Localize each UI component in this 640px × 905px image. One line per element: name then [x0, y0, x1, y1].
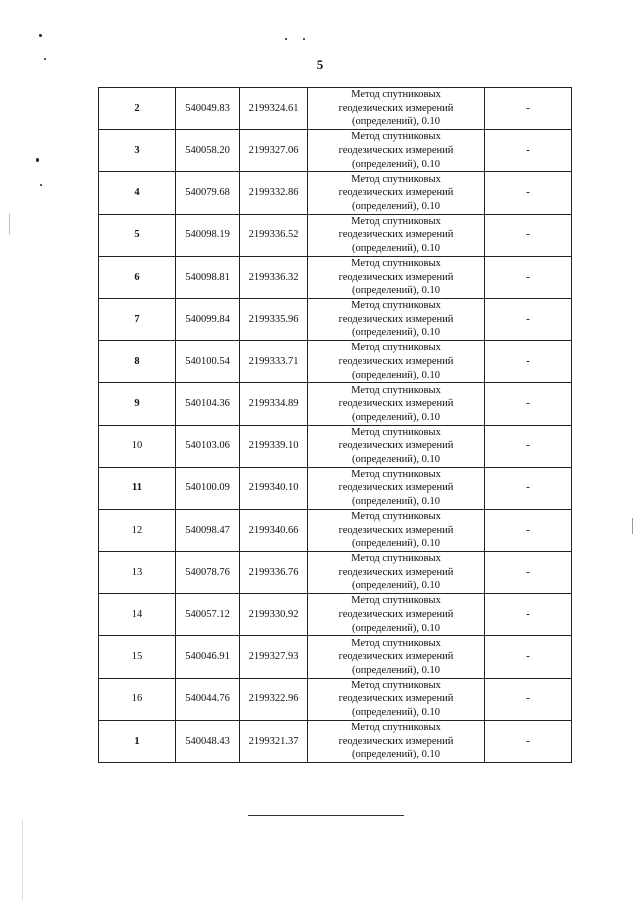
coordinate-x-cell: 540098.19 [176, 214, 240, 256]
method-line: геодезических измерений [338, 651, 454, 663]
method-line: Метод спутниковых [351, 426, 441, 438]
method-line: (определений), 0.10 [351, 664, 441, 676]
method-cell [308, 509, 485, 551]
table-row [99, 552, 572, 594]
point-number-cell: 12 [99, 509, 176, 551]
method-cell [308, 383, 485, 425]
coordinate-y-cell: 2199330.92 [240, 594, 308, 636]
coordinate-y-cell: 2199334.89 [240, 383, 308, 425]
table-row [99, 341, 572, 383]
method-cell [308, 256, 485, 298]
method-line: (определений), 0.10 [351, 622, 441, 634]
scan-edge-line [9, 214, 10, 234]
table-row [99, 636, 572, 678]
method-line: (определений), 0.10 [351, 496, 441, 508]
coordinate-y-cell: 2199336.52 [240, 214, 308, 256]
method-line: геодезических измерений [338, 229, 454, 241]
table-row [99, 467, 572, 509]
method-line: Метод спутниковых [351, 215, 441, 227]
method-cell [308, 298, 485, 340]
table-row [99, 594, 572, 636]
coordinate-x-cell: 540049.83 [176, 88, 240, 130]
description-cell: - [485, 509, 572, 551]
method-line: геодезических измерений [338, 355, 454, 367]
method-line: Метод спутниковых [351, 468, 441, 480]
coordinate-y-cell: 2199333.71 [240, 341, 308, 383]
coordinate-y-cell: 2199335.96 [240, 298, 308, 340]
method-line: геодезических измерений [338, 482, 454, 494]
method-line: Метод спутниковых [351, 89, 441, 101]
method-line: Метод спутниковых [351, 722, 441, 734]
coordinate-x-cell: 540098.47 [176, 509, 240, 551]
table-row [99, 678, 572, 720]
point-number-cell: 16 [99, 678, 176, 720]
method-cell [308, 636, 485, 678]
method-line: (определений), 0.10 [351, 411, 441, 423]
method-line: Метод спутниковых [351, 173, 441, 185]
method-line: геодезических измерений [338, 524, 454, 536]
method-line: геодезических измерений [338, 313, 454, 325]
footnote-rule [248, 815, 404, 816]
method-line: Метод спутниковых [351, 595, 441, 607]
description-cell: - [485, 383, 572, 425]
description-cell: - [485, 214, 572, 256]
coordinate-x-cell: 540100.54 [176, 341, 240, 383]
scan-dot [40, 184, 42, 186]
method-cell [308, 594, 485, 636]
coordinate-x-cell: 540098.81 [176, 256, 240, 298]
coordinate-x-cell: 540046.91 [176, 636, 240, 678]
method-line: Метод спутниковых [351, 300, 441, 312]
description-cell: - [485, 552, 572, 594]
method-line: геодезических измерений [338, 271, 454, 283]
method-line: геодезических измерений [338, 735, 454, 747]
coordinate-x-cell: 540058.20 [176, 130, 240, 172]
method-line: Метод спутниковых [351, 131, 441, 143]
point-number-cell: 4 [99, 172, 176, 214]
description-cell: - [485, 636, 572, 678]
scan-dot [285, 38, 287, 40]
table-row [99, 425, 572, 467]
coordinate-y-cell: 2199324.61 [240, 88, 308, 130]
method-line: геодезических измерений [338, 144, 454, 156]
scan-dot [36, 158, 39, 162]
point-number-cell: 10 [99, 425, 176, 467]
method-line: (определений), 0.10 [351, 285, 441, 297]
method-cell [308, 88, 485, 130]
method-cell [308, 678, 485, 720]
description-cell: - [485, 130, 572, 172]
method-line: Метод спутниковых [351, 384, 441, 396]
table-row [99, 256, 572, 298]
method-line: геодезических измерений [338, 187, 454, 199]
method-cell [308, 341, 485, 383]
method-line: Метод спутниковых [351, 342, 441, 354]
coordinate-y-cell: 2199332.86 [240, 172, 308, 214]
description-cell: - [485, 467, 572, 509]
method-line: (определений), 0.10 [351, 538, 441, 550]
scan-dot [303, 38, 305, 40]
table-row [99, 298, 572, 340]
method-cell [308, 130, 485, 172]
coordinate-y-cell: 2199340.10 [240, 467, 308, 509]
table-row [99, 720, 572, 762]
coordinate-y-cell: 2199336.76 [240, 552, 308, 594]
coordinate-y-cell: 2199327.93 [240, 636, 308, 678]
method-cell [308, 425, 485, 467]
method-line: (определений), 0.10 [351, 158, 441, 170]
method-line: (определений), 0.10 [351, 580, 441, 592]
point-number-cell: 1 [99, 720, 176, 762]
description-cell: - [485, 678, 572, 720]
table-row [99, 214, 572, 256]
point-number-cell: 7 [99, 298, 176, 340]
coordinate-x-cell: 540100.09 [176, 467, 240, 509]
table-row [99, 509, 572, 551]
table-row [99, 88, 572, 130]
point-number-cell: 15 [99, 636, 176, 678]
coordinate-y-cell: 2199336.32 [240, 256, 308, 298]
table-row [99, 172, 572, 214]
coordinate-x-cell: 540104.36 [176, 383, 240, 425]
coordinates-table [98, 87, 572, 763]
table-row [99, 383, 572, 425]
point-number-cell: 9 [99, 383, 176, 425]
method-line: Метод спутниковых [351, 257, 441, 269]
method-cell [308, 172, 485, 214]
point-number-cell: 2 [99, 88, 176, 130]
description-cell: - [485, 172, 572, 214]
method-line: геодезических измерений [338, 102, 454, 114]
point-number-cell: 11 [99, 467, 176, 509]
scan-edge-line [22, 820, 23, 900]
method-line: (определений), 0.10 [351, 200, 441, 212]
point-number-cell: 5 [99, 214, 176, 256]
method-line: геодезических измерений [338, 398, 454, 410]
coordinate-x-cell: 540079.68 [176, 172, 240, 214]
method-line: геодезических измерений [338, 566, 454, 578]
method-line: (определений), 0.10 [351, 327, 441, 339]
method-line: (определений), 0.10 [351, 707, 441, 719]
method-line: геодезических измерений [338, 693, 454, 705]
coordinate-x-cell: 540099.84 [176, 298, 240, 340]
coordinate-y-cell: 2199340.66 [240, 509, 308, 551]
method-cell [308, 552, 485, 594]
coordinate-y-cell: 2199339.10 [240, 425, 308, 467]
coordinate-x-cell: 540103.06 [176, 425, 240, 467]
coordinate-x-cell: 540048.43 [176, 720, 240, 762]
method-line: Метод спутниковых [351, 511, 441, 523]
method-cell [308, 467, 485, 509]
coordinate-y-cell: 2199327.06 [240, 130, 308, 172]
table-row [99, 130, 572, 172]
method-line: (определений), 0.10 [351, 369, 441, 381]
point-number-cell: 14 [99, 594, 176, 636]
method-line: (определений), 0.10 [351, 242, 441, 254]
description-cell: - [485, 298, 572, 340]
description-cell: - [485, 594, 572, 636]
coordinate-x-cell: 540057.12 [176, 594, 240, 636]
description-cell: - [485, 88, 572, 130]
description-cell: - [485, 720, 572, 762]
point-number-cell: 13 [99, 552, 176, 594]
method-cell [308, 214, 485, 256]
description-cell: - [485, 256, 572, 298]
method-line: Метод спутниковых [351, 553, 441, 565]
scan-edge-line [632, 518, 633, 534]
description-cell: - [485, 341, 572, 383]
point-number-cell: 6 [99, 256, 176, 298]
coordinate-y-cell: 2199321.37 [240, 720, 308, 762]
method-cell [308, 720, 485, 762]
page-number: 5 [316, 57, 324, 72]
coordinate-x-cell: 540044.76 [176, 678, 240, 720]
method-line: (определений), 0.10 [351, 116, 441, 128]
method-line: Метод спутниковых [351, 637, 441, 649]
method-line: (определений), 0.10 [351, 453, 441, 465]
point-number-cell: 3 [99, 130, 176, 172]
scan-dot [39, 34, 42, 37]
method-line: Метод спутниковых [351, 679, 441, 691]
description-cell: - [485, 425, 572, 467]
point-number-cell: 8 [99, 341, 176, 383]
method-line: геодезических измерений [338, 440, 454, 452]
coordinates-table-body [99, 88, 572, 763]
method-line: геодезических измерений [338, 609, 454, 621]
coordinate-x-cell: 540078.76 [176, 552, 240, 594]
method-line: (определений), 0.10 [351, 749, 441, 761]
coordinate-y-cell: 2199322.96 [240, 678, 308, 720]
